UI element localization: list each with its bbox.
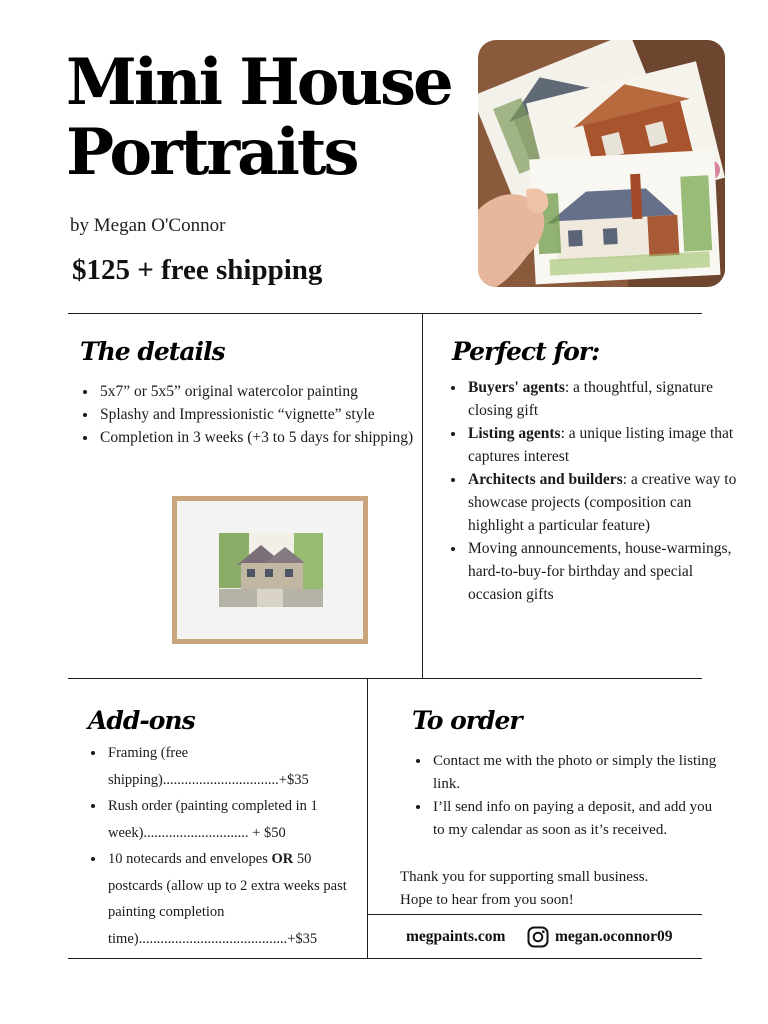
list-item: • Completion in 3 weeks (+3 to 5 days for shipping) — [98, 426, 423, 449]
hero-photo — [478, 40, 725, 287]
list-item: • I’ll send info on paying a deposit, and add you to my calendar as soon as it’s received. — [431, 796, 721, 842]
perfect-for-heading: Perfect for: — [452, 337, 600, 366]
list-item-bold: Architects and builders — [468, 471, 623, 488]
divider-vertical-upper — [422, 313, 423, 679]
list-item-bold: Buyers' agents — [468, 379, 565, 396]
author-byline: by Megan O'Connor — [70, 215, 226, 236]
to-order-list — [405, 750, 721, 842]
list-item-text: : a thoughtful, signature closing gift — [468, 379, 713, 419]
price-line: $125 + free shipping — [72, 254, 323, 286]
instagram-icon[interactable] — [527, 926, 549, 948]
details-heading: The details — [80, 337, 225, 366]
details-list — [72, 380, 423, 449]
house-painting-icon — [219, 533, 323, 607]
framed-painting — [172, 496, 368, 644]
addons-heading: Add-ons — [88, 706, 195, 735]
instagram-handle[interactable]: megan.oconnor09 — [555, 928, 673, 945]
title-line-1: Mini House — [66, 45, 451, 120]
watercolor-paintings-photo — [478, 40, 725, 287]
list-item — [466, 376, 741, 422]
list-item: • Framing (free shipping)................................+$35 — [106, 740, 356, 793]
addons-list — [80, 740, 356, 952]
list-item — [106, 846, 356, 952]
title-line-2: Portraits — [66, 115, 357, 190]
thank-you-note — [400, 866, 700, 912]
page-title — [66, 45, 486, 190]
list-item-bold: Listing agents — [468, 425, 561, 442]
list-item-text: 10 notecards and envelopes — [108, 851, 272, 867]
list-item: • Contact me with the photo or simply the listing link. — [431, 750, 721, 796]
list-item: • Rush order (painting completed in 1 week)............................. + $50 — [106, 793, 356, 846]
list-item-text: Moving announcements, house-warmings, hard-to-buy-for birthday and special occasion gifts — [468, 540, 732, 603]
list-item: • 5x7” or 5x5” original watercolor painting — [98, 380, 423, 403]
divider-top — [68, 313, 702, 314]
website-link[interactable]: megpaints.com — [406, 928, 506, 945]
list-item-text: : a creative way to showcase projects (composition can highlight a particular feature) — [468, 471, 737, 534]
thank-you-line-2: Hope to hear from you soon! — [400, 892, 574, 908]
list-item — [466, 422, 741, 468]
perfect-for-list — [440, 376, 741, 606]
divider-middle — [68, 678, 702, 679]
list-item-text: 50 postcards (allow up to 2 extra weeks past painting completion time).........................................+$35 — [108, 851, 347, 947]
thank-you-line-1: Thank you for supporting small business. — [400, 869, 649, 885]
divider-vertical-lower — [367, 678, 368, 959]
list-item — [466, 537, 741, 606]
frame-mat — [177, 501, 363, 639]
list-item — [466, 468, 741, 537]
list-item-bold: OR — [271, 851, 294, 867]
divider-footer — [368, 914, 702, 915]
to-order-heading: To order — [412, 706, 522, 735]
divider-bottom — [68, 958, 702, 959]
list-item: • Splashy and Impressionistic “vignette” style — [98, 403, 423, 426]
list-item-text: : a unique listing image that captures interest — [468, 425, 734, 465]
